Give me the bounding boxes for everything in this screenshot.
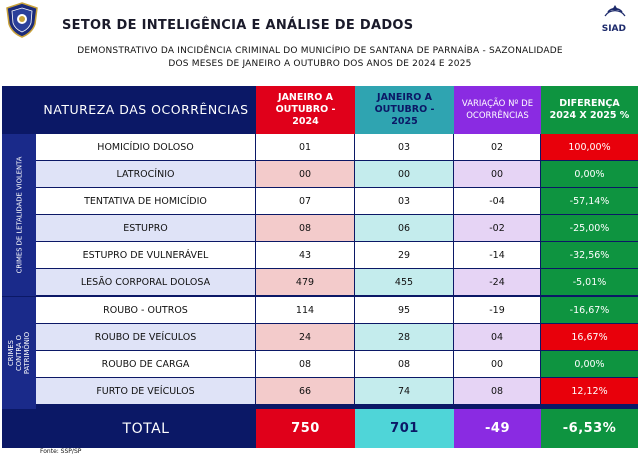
cell-diferenca: 0,00% — [541, 161, 638, 187]
cell-variacao: 08 — [454, 378, 541, 404]
cell-variacao: 04 — [454, 324, 541, 350]
cell-2024: 43 — [256, 242, 355, 268]
cell-natureza: LATROCÍNIO — [36, 161, 256, 187]
cell-diferenca: 100,00% — [541, 134, 638, 160]
cell-variacao: 00 — [454, 351, 541, 377]
cell-2024: 01 — [256, 134, 355, 160]
cell-2025: 06 — [355, 215, 454, 241]
cell-2024: 07 — [256, 188, 355, 214]
table-header-row — [2, 86, 638, 134]
total-row — [2, 409, 638, 448]
cell-natureza: ROUBO DE VEÍCULOS — [36, 324, 256, 350]
cell-2024: 66 — [256, 378, 355, 404]
table-row — [2, 378, 638, 404]
siad-logo-text: SIAD — [601, 24, 626, 34]
cell-2025: 03 — [355, 134, 454, 160]
cell-diferenca: -16,67% — [541, 297, 638, 323]
cell-2024: 479 — [256, 269, 355, 295]
table-row — [2, 161, 638, 187]
total-2025: 701 — [355, 409, 454, 448]
table-row — [2, 351, 638, 377]
cell-2024: 114 — [256, 297, 355, 323]
cell-2024: 08 — [256, 215, 355, 241]
cell-2025: 28 — [355, 324, 454, 350]
header-2024: JANEIRO A OUTUBRO - 2024 — [256, 86, 355, 134]
subtitle-line-2: DOS MESES DE JANEIRO A OUTUBRO DOS ANOS DE 2024 E 2025 — [168, 59, 472, 69]
cell-2025: 00 — [355, 161, 454, 187]
cell-2025: 03 — [355, 188, 454, 214]
table-row — [2, 242, 638, 268]
table-row — [2, 215, 638, 241]
table-row — [2, 269, 638, 295]
header-2025: JANEIRO A OUTUBRO - 2025 — [355, 86, 454, 134]
cell-2024: 00 — [256, 161, 355, 187]
table-row — [2, 297, 638, 323]
cell-2024: 08 — [256, 351, 355, 377]
cell-2025: 74 — [355, 378, 454, 404]
total-2024: 750 — [256, 409, 355, 448]
cell-variacao: 00 — [454, 161, 541, 187]
cell-diferenca: 16,67% — [541, 324, 638, 350]
cell-diferenca: -32,56% — [541, 242, 638, 268]
group-label-letalidade — [2, 134, 36, 296]
source-footer: Fonte: SSP/SP — [40, 448, 82, 455]
cell-diferenca: 12,12% — [541, 378, 638, 404]
cell-variacao: -02 — [454, 215, 541, 241]
cell-variacao: -19 — [454, 297, 541, 323]
cell-2025: 08 — [355, 351, 454, 377]
header-natureza: NATUREZA DAS OCORRÊNCIAS — [43, 102, 249, 117]
cell-variacao: 02 — [454, 134, 541, 160]
total-diferenca: -6,53% — [541, 409, 638, 448]
header-corner — [2, 86, 36, 134]
group-label-patrimonio — [2, 297, 36, 409]
page-title: SETOR DE INTELIGÊNCIA E ANÁLISE DE DADOS — [62, 18, 414, 33]
cell-natureza: ROUBO - OUTROS — [36, 297, 256, 323]
cell-natureza: LESÃO CORPORAL DOLOSA — [36, 269, 256, 295]
header-variacao: VARIAÇÃO Nº DE OCORRÊNCIAS — [454, 86, 541, 134]
cell-natureza: TENTATIVA DE HOMICÍDIO — [36, 188, 256, 214]
cell-variacao: -04 — [454, 188, 541, 214]
police-badge-icon — [4, 2, 40, 38]
total-corner — [2, 409, 36, 448]
cell-natureza: ESTUPRO DE VULNERÁVEL — [36, 242, 256, 268]
cell-2025: 29 — [355, 242, 454, 268]
report-header — [0, 0, 640, 40]
report-subtitle — [0, 45, 640, 71]
group-letalidade-text: CRIMES DE LETALIDADE VIOLENTA — [15, 156, 23, 274]
cell-diferenca: -5,01% — [541, 269, 638, 295]
header-diferenca: DIFERENÇA 2024 X 2025 % — [541, 86, 638, 134]
cell-diferenca: 0,00% — [541, 351, 638, 377]
cell-variacao: -14 — [454, 242, 541, 268]
cell-diferenca: -25,00% — [541, 215, 638, 241]
cell-2025: 95 — [355, 297, 454, 323]
cell-natureza: FURTO DE VEÍCULOS — [36, 378, 256, 404]
cell-2024: 24 — [256, 324, 355, 350]
cell-2025: 455 — [355, 269, 454, 295]
cell-natureza: HOMICÍDIO DOLOSO — [36, 134, 256, 160]
cell-variacao: -24 — [454, 269, 541, 295]
table-row — [2, 324, 638, 350]
total-label: TOTAL — [122, 420, 170, 437]
group-patrimonio-text: CRIMES CONTRA O PATRIMÔNIO — [7, 331, 31, 375]
cell-natureza: ROUBO DE CARGA — [36, 351, 256, 377]
total-variacao: -49 — [454, 409, 541, 448]
cell-diferenca: -57,14% — [541, 188, 638, 214]
cell-natureza: ESTUPRO — [36, 215, 256, 241]
table-row — [2, 134, 638, 160]
subtitle-line-1: DEMONSTRATIVO DA INCIDÊNCIA CRIMINAL DO MUNICÍPIO DE SANTANA DE PARNAÍBA - SAZONALIDADE — [77, 46, 563, 56]
table-row — [2, 188, 638, 214]
crime-table — [2, 86, 638, 448]
